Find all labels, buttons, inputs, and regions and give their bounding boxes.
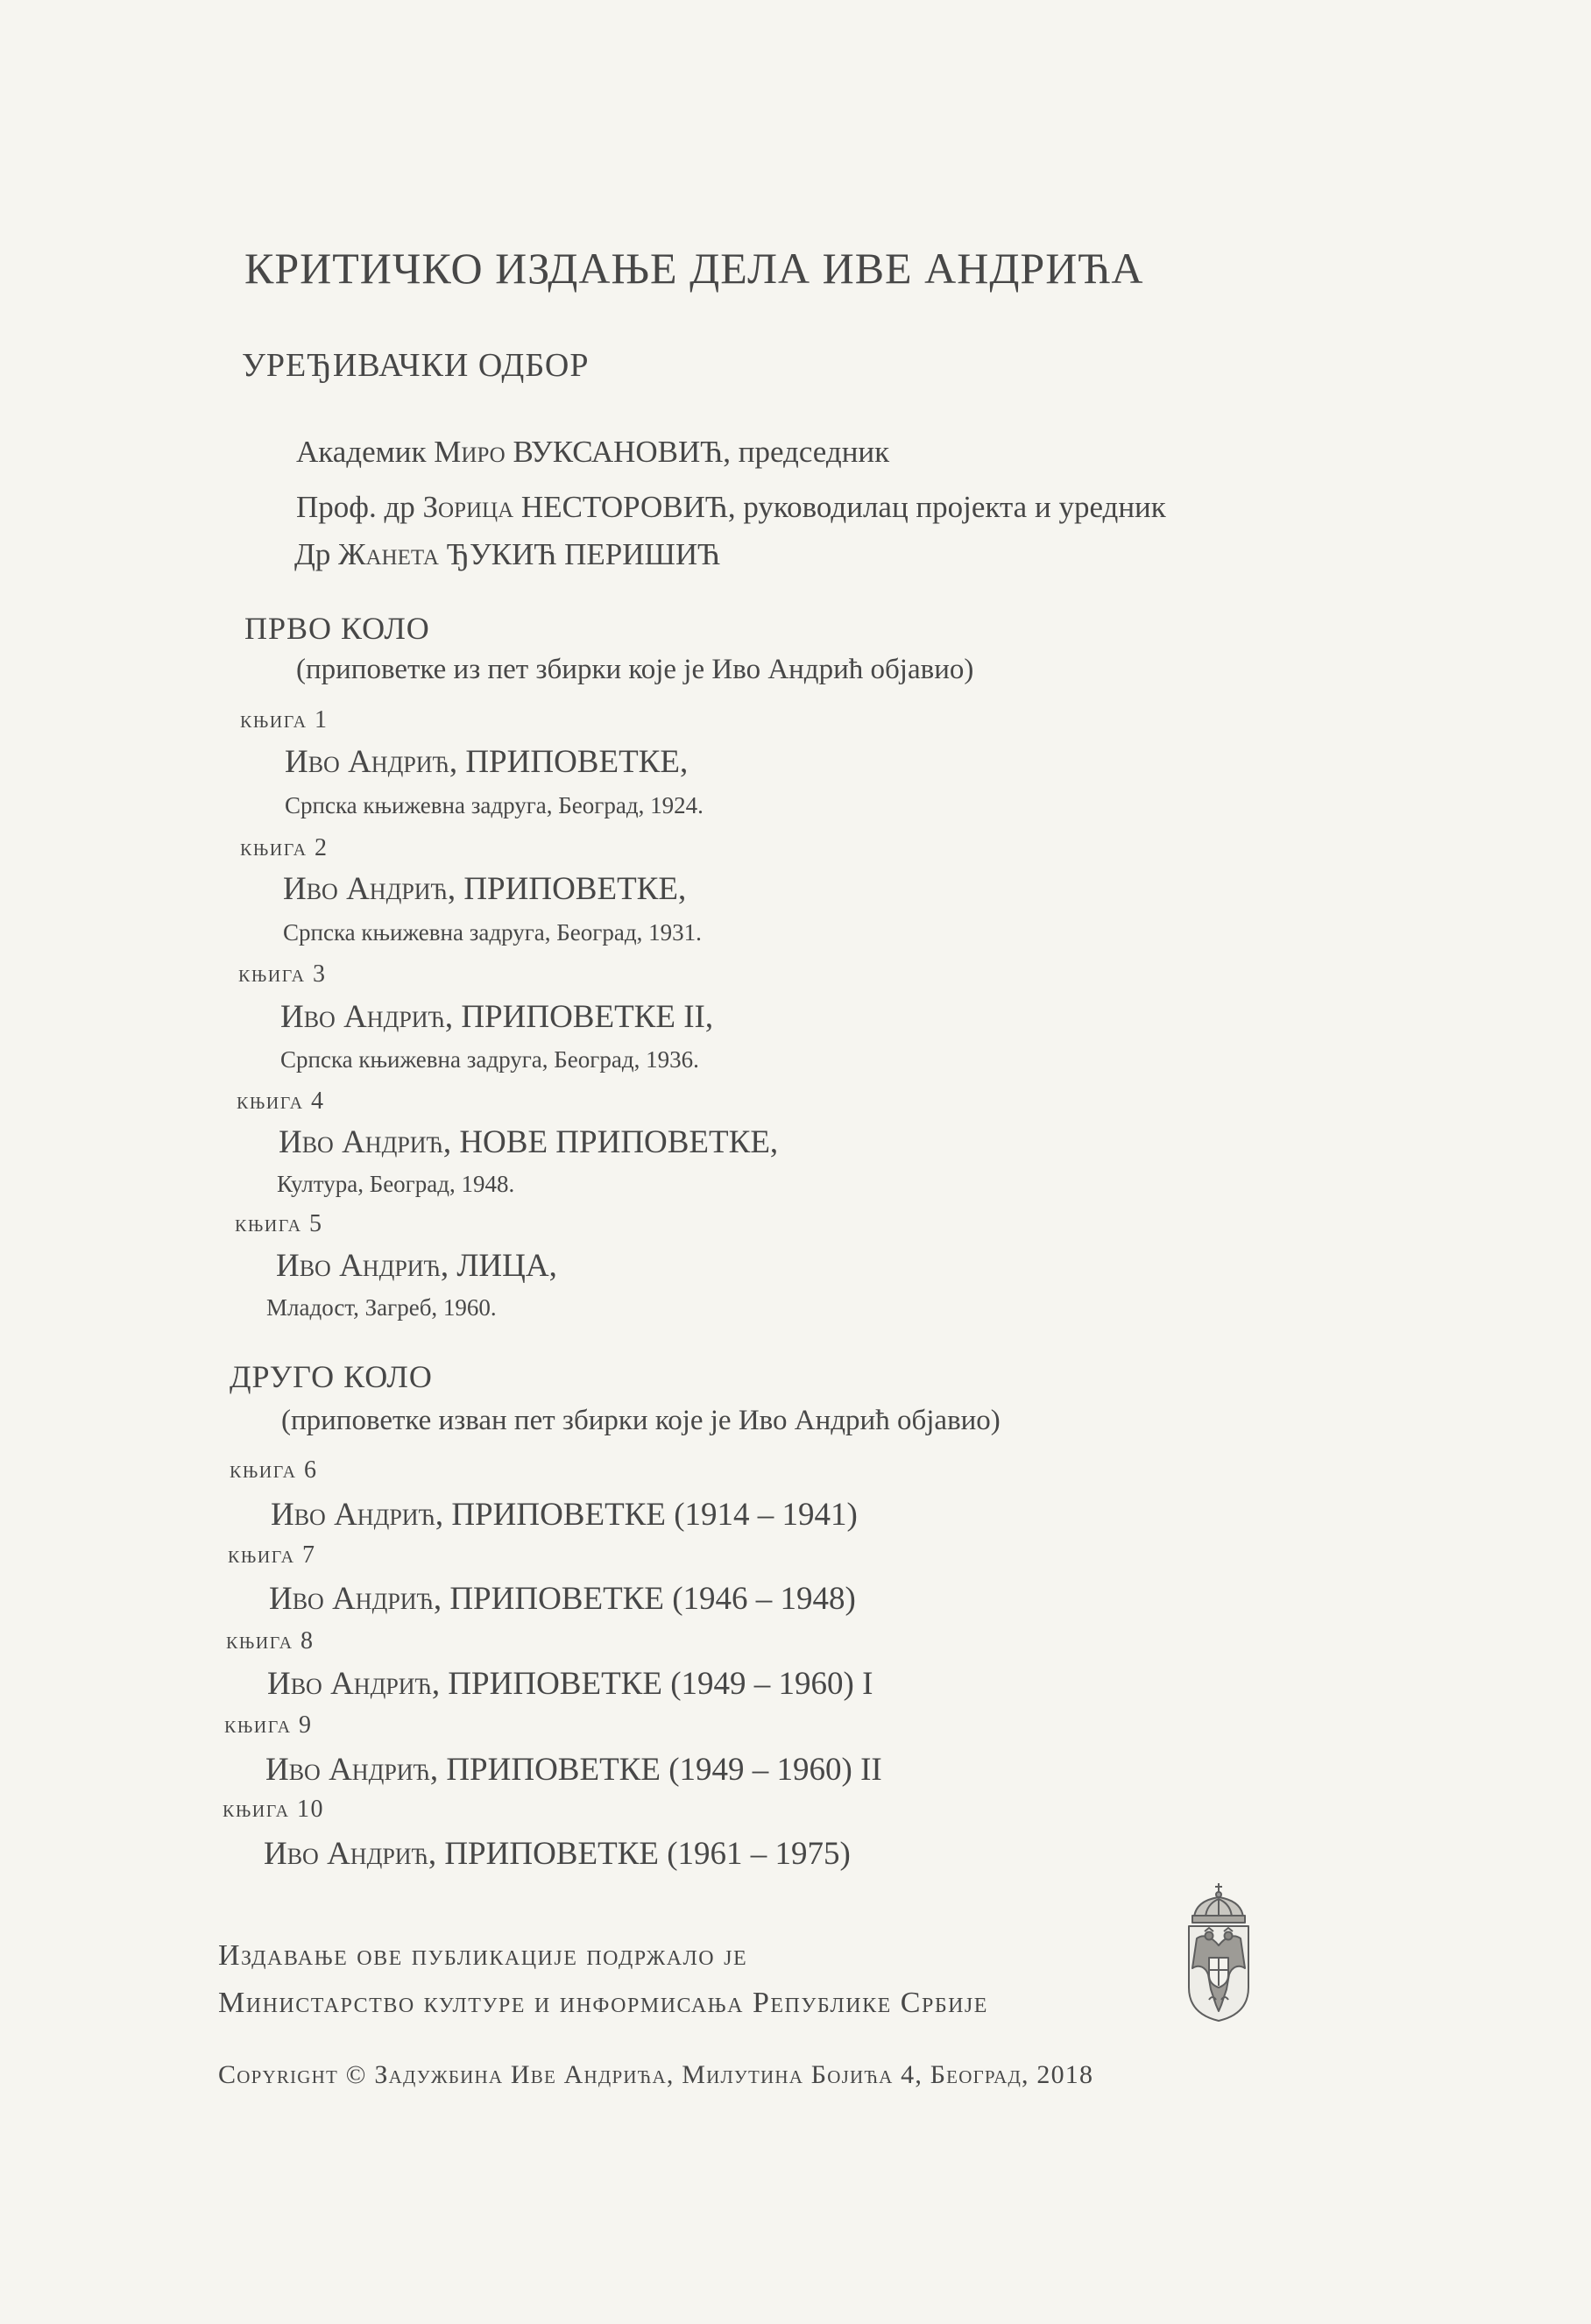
book-label: књига 4 [237, 1088, 325, 1115]
member-first-name: Жанета [338, 537, 439, 571]
board-member [296, 436, 889, 467]
book-title: ПРИПОВЕТКЕ, [463, 871, 687, 907]
member-role: руководилац пројекта и уредник [743, 490, 1166, 524]
book-entry [283, 873, 686, 905]
member-title: Проф. др [296, 490, 415, 524]
book-title: ПРИПОВЕТКЕ (1914 – 1941) [451, 1497, 858, 1533]
member-title: Др [294, 537, 331, 571]
book-entry [265, 1754, 882, 1786]
book-label: књига 8 [226, 1627, 315, 1654]
book-author: Иво Андрић, [279, 1124, 452, 1160]
book-entry [279, 1126, 778, 1158]
book-entry [269, 1583, 856, 1615]
book-label: књига 10 [223, 1796, 325, 1823]
book-label: књига 6 [230, 1456, 318, 1484]
book-label: књига 2 [240, 834, 329, 861]
board-member [296, 492, 1166, 522]
book-title: НОВЕ ПРИПОВЕТКЕ, [459, 1124, 779, 1160]
book-entry [267, 1668, 873, 1700]
book-label: књига 1 [240, 706, 329, 733]
book-label: књига 5 [235, 1210, 323, 1237]
board-heading: УРЕЂИВАЧКИ ОДБОР [242, 347, 590, 384]
book-entry [264, 1838, 851, 1870]
book-title: ПРИПОВЕТКЕ (1949 – 1960) I [448, 1666, 873, 1702]
serbia-coat-of-arms-icon [1177, 1882, 1260, 2024]
book-label: књига 7 [228, 1541, 316, 1569]
section-note: (приповетке изван пет збирки које је Иво Андрић објавио) [281, 1405, 1001, 1436]
member-first-name: Зорица [422, 490, 514, 524]
book-label: књига 9 [224, 1711, 313, 1739]
book-label: књига 3 [238, 960, 327, 988]
member-role: председник [738, 435, 890, 469]
member-last-name: ВУКСАНОВИЋ, [513, 435, 731, 469]
book-publication: Култура, Београд, 1948. [277, 1171, 515, 1197]
book-publication: Младост, Загреб, 1960. [266, 1294, 497, 1321]
book-author: Иво Андрић, [271, 1497, 444, 1533]
support-statement-line-1: Издавање ове публикације подржало је [218, 1939, 748, 1972]
member-last-name: НЕСТОРОВИЋ, [520, 490, 736, 524]
book-title: ПРИПОВЕТКЕ (1949 – 1960) II [446, 1752, 882, 1788]
book-author: Иво Андрић, [267, 1666, 441, 1702]
book-publication: Српска књижевна задруга, Београд, 1936. [280, 1046, 699, 1073]
book-entry [271, 1499, 858, 1531]
book-author: Иво Андрић, [283, 871, 456, 907]
board-member [294, 539, 720, 570]
support-statement-line-2: Министарство културе и информисања Републике Србије [218, 1987, 988, 2019]
book-author: Иво Андрић, [269, 1581, 442, 1617]
book-publication: Српска књижевна задруга, Београд, 1924. [285, 792, 704, 818]
book-author: Иво Андрић, [280, 999, 454, 1035]
book-entry [280, 1001, 713, 1033]
book-title: ПРИПОВЕТКЕ II, [461, 999, 714, 1035]
book-title: ПРИПОВЕТКЕ, [465, 744, 689, 780]
section-note: (приповетке из пет збирки које је Иво Андрић објавио) [296, 654, 974, 685]
book-title: ПРИПОВЕТКЕ (1961 – 1975) [444, 1836, 851, 1872]
page-title: КРИТИЧКО ИЗДАЊЕ ДЕЛА ИВЕ АНДРИЋА [244, 244, 1144, 293]
copyright-line: Copyright © Задужбина Иве Андрића, Милутина Бојића 4, Београд, 2018 [218, 2060, 1094, 2089]
section-heading-first-circle: ПРВО КОЛО [244, 611, 430, 646]
member-first-name: Миро [434, 435, 506, 469]
book-author: Иво Андрић, [276, 1248, 449, 1284]
book-author: Иво Андрић, [264, 1836, 437, 1872]
book-author: Иво Андрић, [265, 1752, 439, 1788]
book-author: Иво Андрић, [285, 744, 458, 780]
book-publication: Српска књижевна задруга, Београд, 1931. [283, 919, 702, 946]
book-entry [285, 746, 688, 778]
book-title: ЛИЦА, [456, 1248, 557, 1284]
book-entry [276, 1250, 557, 1282]
member-last-name: ЂУКИЋ ПЕРИШИЋ [446, 537, 721, 571]
member-title: Академик [296, 435, 427, 469]
book-title: ПРИПОВЕТКЕ (1946 – 1948) [449, 1581, 856, 1617]
section-heading-second-circle: ДРУГО КОЛО [230, 1359, 433, 1394]
